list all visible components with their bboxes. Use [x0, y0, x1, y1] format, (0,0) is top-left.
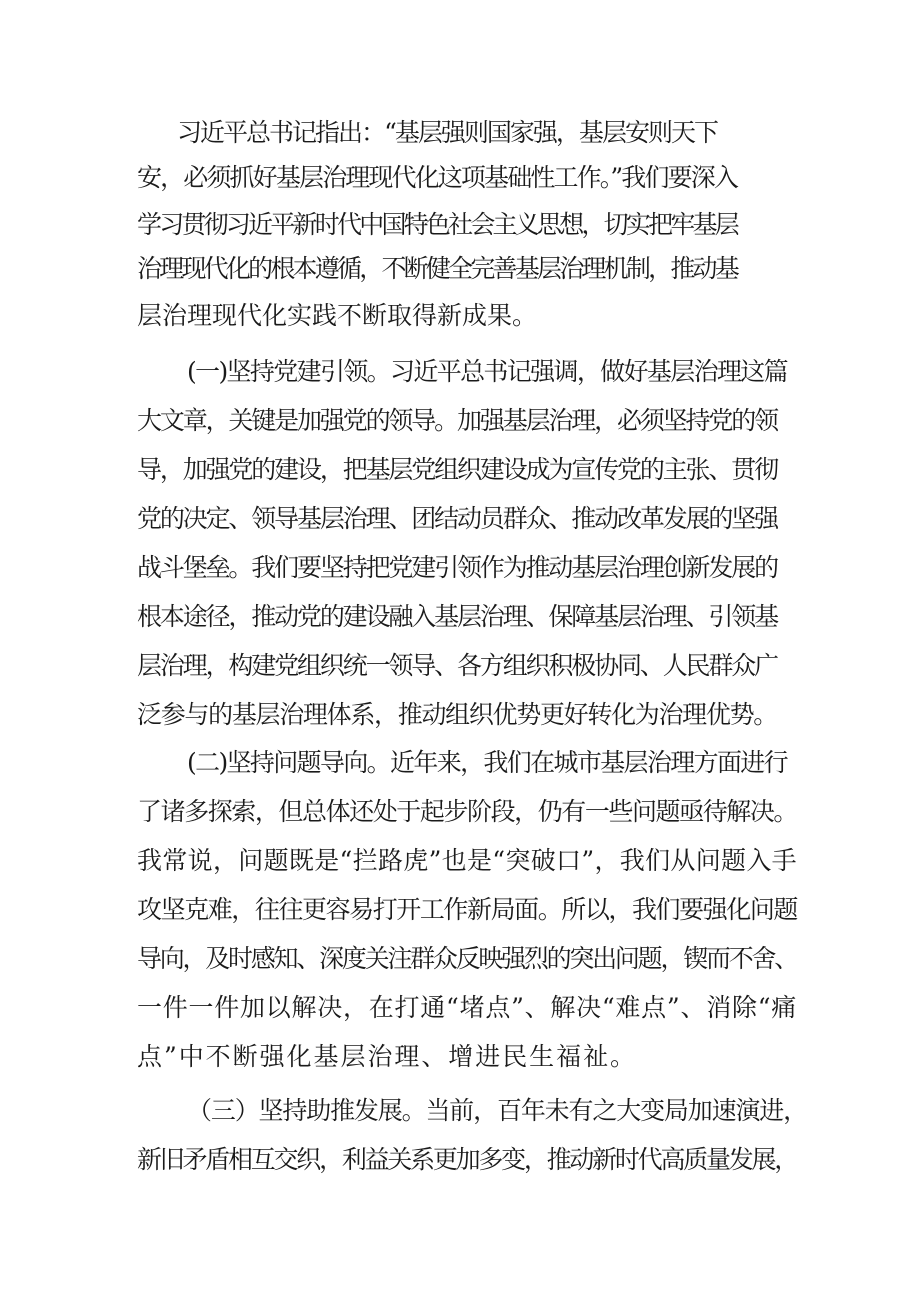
paragraph-2-line-5: 战斗堡垒。我们要坚持把党建引领作为推动基层治理创新发展的 — [137, 553, 777, 582]
paragraph-4-line-2: 新旧矛盾相互交织，利益关系更加多变，推动新时代高质量发展， — [137, 1145, 797, 1174]
paragraph-1-line-5: 层治理现代化实践不断取得新成果。 — [137, 301, 537, 330]
paragraph-2-line-8: 泛参与的基层治理体系，推动组织优势更好转化为治理优势。 — [137, 700, 777, 729]
paragraph-3-line-5: 导向，及时感知、深度关注群众反映强烈的突出问题，锲而不舍、 — [137, 944, 797, 973]
paragraph-2-line-2: 大文章，关键是加强党的领导。加强基层治理，必须坚持党的领 — [137, 406, 777, 435]
paragraph-2-line-3: 导，加强党的建设，把基层党组织建设成为宣传党的主张、贯彻 — [137, 455, 777, 484]
paragraph-2-line-7: 层治理，构建党组织统一领导、各方组织积极协同、人民群众广 — [137, 651, 777, 680]
paragraph-2-line-4: 党的决定、领导基层治理、团结动员群众、推动改革发展的坚强 — [137, 504, 777, 533]
paragraph-1-line-3: 学习贯彻习近平新时代中国特色社会主义思想，切实把牢基层 — [137, 210, 737, 239]
paragraph-3-line-4: 攻坚克难，往往更容易打开工作新局面。所以，我们要强化问题 — [137, 895, 797, 924]
paragraph-1-line-4: 治理现代化的根本遵循，不断健全完善基层治理机制，推动基 — [137, 254, 737, 283]
paragraph-3-line-3: 我常说，问题既是“拦路虎”也是“突破口”，我们从问题入手 — [137, 846, 797, 875]
paragraph-3-line-1: (二)坚持问题导向。近年来，我们在城市基层治理方面进行 — [187, 748, 787, 777]
paragraph-3-line-7: 点”中不断强化基层治理、增进民生福祉。 — [137, 1042, 637, 1071]
paragraph-1-line-1: 习近平总书记指出：“基层强则国家强，基层安则天下 — [177, 118, 717, 147]
paragraph-2-line-6: 根本途径，推动党的建设融入基层治理、保障基层治理、引领基 — [137, 602, 777, 631]
paragraph-2-line-1: (一)坚持党建引领。习近平总书记强调，做好基层治理这篇 — [187, 357, 787, 386]
paragraph-4-line-1: （三）坚持助推发展。当前，百年未有之大变局加速演进， — [187, 1096, 807, 1125]
paragraph-3-line-2: 了诸多探索，但总体还处于起步阶段，仍有一些问题亟待解决。 — [137, 797, 797, 826]
paragraph-1-line-2: 安，必须抓好基层治理现代化这项基础性工作。”我们要深入 — [137, 163, 737, 192]
paragraph-3-line-6: 一件一件加以解决，在打通“堵点”、解决“难点”、消除“痛 — [137, 993, 797, 1022]
